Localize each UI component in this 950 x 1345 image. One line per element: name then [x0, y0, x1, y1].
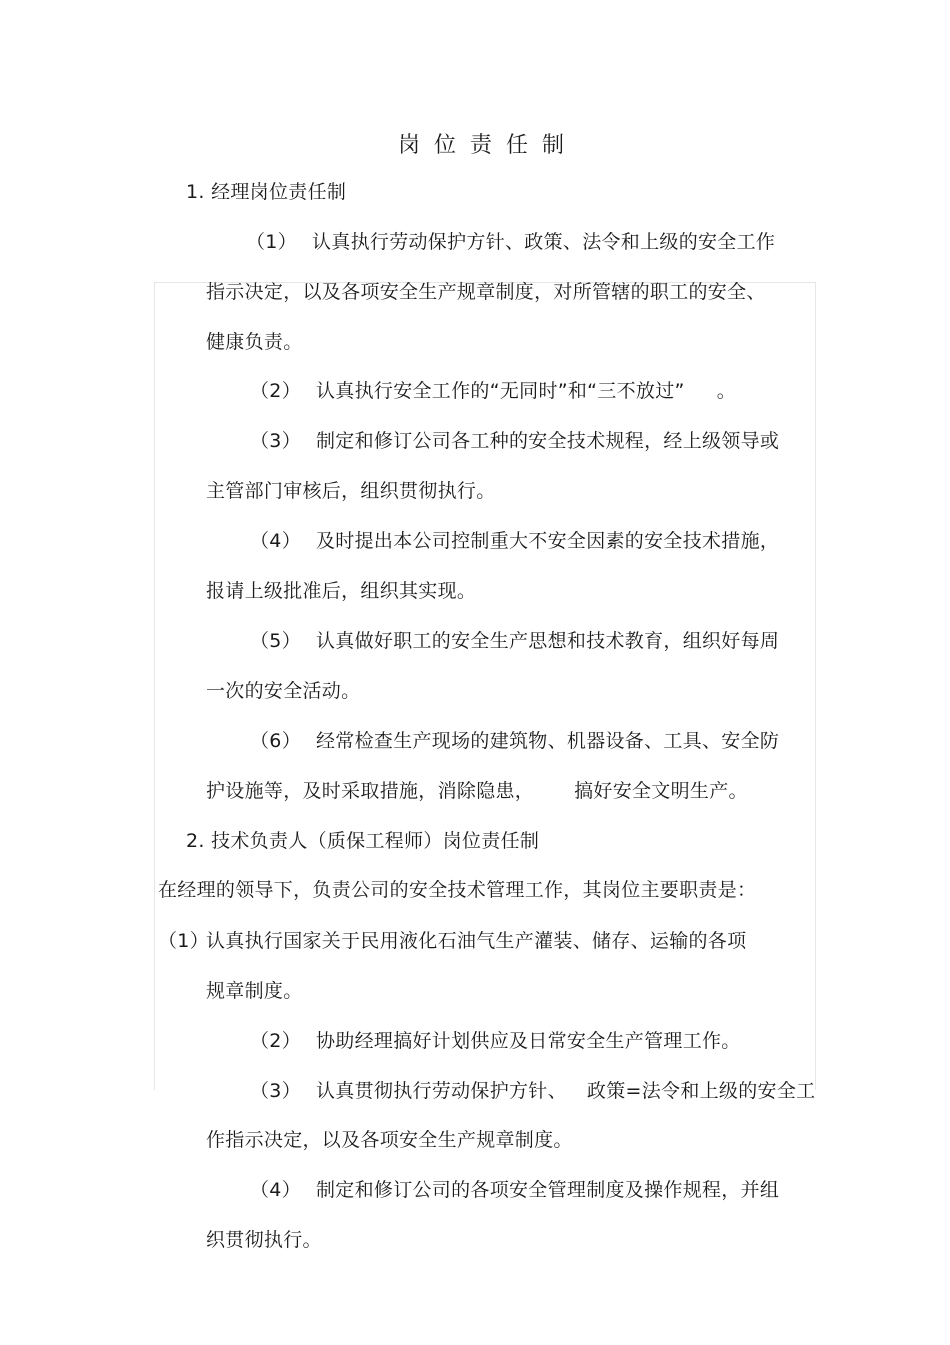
- s1-item-4-text: 及时提出本公司控制重大不安全因素的安全技术措施，: [316, 530, 780, 552]
- s1-item-1-line-3: 健康负责。: [206, 331, 303, 353]
- s1-item-5-line-1: [250, 629, 779, 653]
- s2-item-3-text-a: 认真贯彻执行劳动保护方针、: [316, 1080, 567, 1102]
- s2-item-2-text: 协助经理搞好计划供应及日常安全生产管理工作。: [316, 1030, 741, 1052]
- s2-item-1-line-1: [158, 929, 746, 953]
- s1-item-6-number: （6）: [250, 730, 301, 752]
- s1-item-5-line-2: 一次的安全活动。: [206, 680, 361, 702]
- s1-item-2-number: （2）: [250, 380, 301, 402]
- s1-item-6-line-2: [206, 779, 748, 803]
- section-1-heading: 1. 经理岗位责任制: [186, 181, 347, 203]
- s1-item-5-text: 认真做好职工的安全生产思想和技术教育，组织好每周: [316, 630, 780, 652]
- s2-item-3-number: （3）: [250, 1080, 301, 1102]
- s2-item-2-number: （2）: [250, 1030, 301, 1052]
- s1-item-3-line-2: 主管部门审核后，组织贯彻执行。: [206, 480, 496, 502]
- s1-item-1-line-1: [246, 230, 775, 254]
- s2-item-4-text: 制定和修订公司的各项安全管理制度及操作规程，并组: [316, 1179, 780, 1201]
- s1-item-5-number: （5）: [250, 630, 301, 652]
- s2-item-1-text: 认真执行国家关于民用液化石油气生产灌装、储存、运输的各项: [206, 930, 747, 952]
- s1-item-1-text: 认真执行劳动保护方针、政策、法令和上级的安全工作: [312, 231, 776, 253]
- s1-item-4-line-1: [250, 529, 779, 553]
- document-title: 岗位责任制: [397, 133, 578, 158]
- s1-item-3-text: 制定和修订公司各工种的安全技术规程，经上级领导或: [316, 430, 780, 452]
- s1-item-4-line-2: 报请上级批准后，组织其实现。: [206, 580, 477, 602]
- s1-item-2-line-1: [250, 379, 736, 403]
- s1-item-6-text-2b: 搞好安全文明生产。: [574, 780, 748, 802]
- s2-item-3-line-1: [250, 1079, 815, 1103]
- section-2-intro: 在经理的领导下，负责公司的安全技术管理工作，其岗位主要职责是：: [158, 879, 757, 901]
- s1-item-6-text: 经常检查生产现场的建筑物、机器设备、工具、安全防: [316, 730, 780, 752]
- s1-item-4-number: （4）: [250, 530, 301, 552]
- s2-item-3-text-b: 政策=法令和上级的安全工: [586, 1080, 816, 1102]
- s1-item-2-text: 认真执行安全工作的“无同时”和“三不放过”: [316, 380, 685, 402]
- s1-item-2-tail: 。: [716, 380, 736, 402]
- s1-item-6-text-2a: 护设施等，及时采取措施，消除隐患，: [206, 780, 535, 802]
- s2-item-4-line-1: [250, 1178, 779, 1202]
- s2-item-3-line-2: 作指示决定，以及各项安全生产规章制度。: [206, 1129, 573, 1151]
- s1-item-1-line-2: 指示决定，以及各项安全生产规章制度，对所管辖的职工的安全、: [206, 281, 766, 303]
- s2-item-1-number: （1）: [158, 930, 209, 952]
- s2-item-4-number: （4）: [250, 1179, 301, 1201]
- section-2-heading: 2. 技术负责人（质保工程师）岗位责任制: [186, 830, 540, 852]
- s1-item-1-number: （1）: [246, 231, 297, 253]
- s2-item-2-line-1: [250, 1029, 741, 1053]
- s2-item-1-line-2: 规章制度。: [206, 980, 303, 1002]
- s1-item-6-line-1: [250, 729, 779, 753]
- s1-item-3-number: （3）: [250, 430, 301, 452]
- s1-item-3-line-1: [250, 429, 779, 453]
- s2-item-4-line-2: 织贯彻执行。: [206, 1229, 322, 1251]
